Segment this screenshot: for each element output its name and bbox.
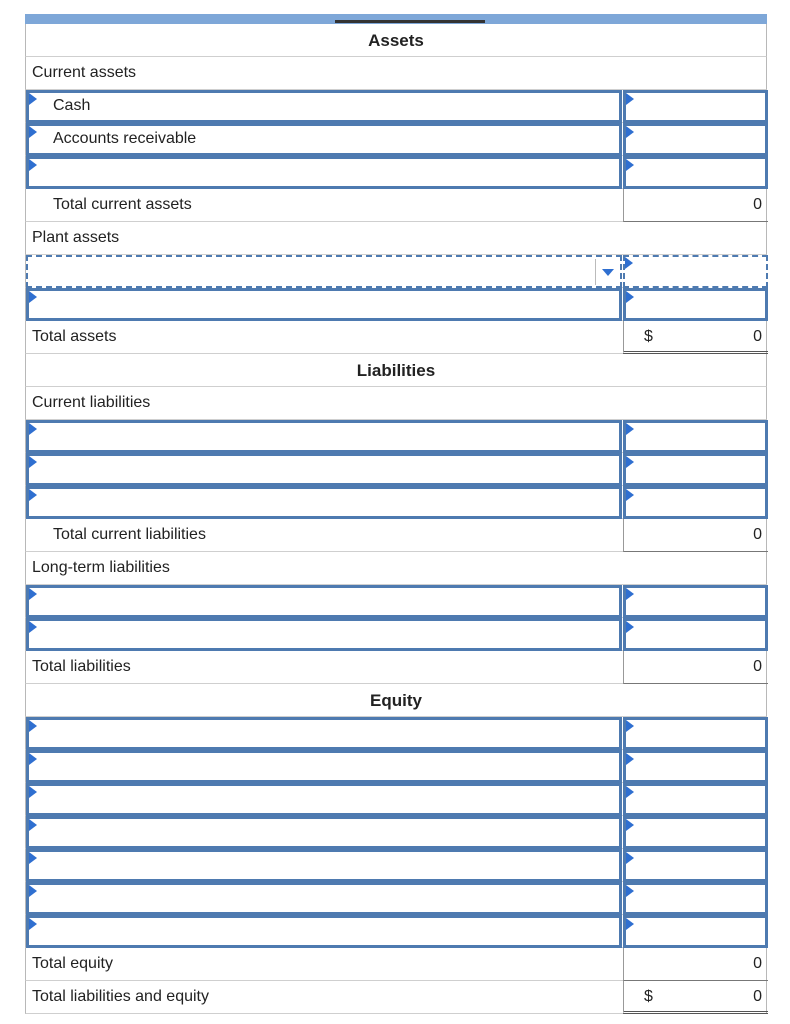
marker-icon [626,852,634,864]
marker-icon [29,885,37,897]
marker-icon [29,93,37,105]
current-liability-amount-input-3[interactable] [623,486,768,519]
row-long-term-liability-2 [25,618,767,651]
row-equity-4 [25,816,767,849]
total-liabilities-cell [623,651,768,684]
balance-sheet [25,14,767,1014]
section-equity: Equity [25,684,767,717]
current-assets-heading [25,57,767,90]
header-bar [25,14,767,24]
row-long-term-liability-1 [25,585,767,618]
section-liabilities: Liabilities [25,354,767,387]
long-term-liability-amount-input-1[interactable] [623,585,768,618]
marker-icon [626,885,634,897]
marker-icon [626,753,634,765]
current-liabilities-label: Current liabilities [32,394,151,411]
row-current-liability-2 [25,453,767,486]
long-term-liability-amount-input-2[interactable] [623,618,768,651]
equity-account-input-2[interactable] [26,750,622,783]
equity-account-input-6[interactable] [26,882,622,915]
marker-icon [29,819,37,831]
marker-icon [29,489,37,501]
equity-account-input-1[interactable] [26,717,622,750]
row-total-equity [25,948,767,981]
row-total-current-liabilities [25,519,767,552]
plant-assets-heading [25,222,767,255]
long-term-liability-account-input-1[interactable] [26,585,622,618]
row-total-current-assets [25,189,767,222]
currency-symbol: $ [644,328,653,345]
marker-icon [626,423,634,435]
row-plant-asset-1 [25,255,767,288]
long-term-liabilities-heading [25,552,767,585]
marker-icon [29,423,37,435]
total-current-assets-value: 0 [753,196,762,213]
total-liabilities-and-equity-cell [623,981,768,1014]
marker-icon [29,621,37,633]
row-equity-7 [25,915,767,948]
marker-icon [626,621,634,633]
total-liabilities-label: Total liabilities [32,658,131,675]
total-liabilities-value: 0 [753,658,762,675]
marker-icon [626,819,634,831]
equity-account-input-4[interactable] [26,816,622,849]
row-equity-2 [25,750,767,783]
long-term-liabilities-label: Long-term liabilities [32,559,170,576]
current-liabilities-heading [25,387,767,420]
total-equity-label: Total equity [32,955,113,972]
equity-amount-input-1[interactable] [623,717,768,750]
total-equity-cell [623,948,768,981]
section-assets: Assets [25,24,767,57]
plant-asset-account-input-2[interactable] [26,288,622,321]
current-liability-account-input-2[interactable] [26,453,622,486]
equity-amount-input-4[interactable] [623,816,768,849]
marker-icon [626,126,634,138]
total-liabilities-and-equity-label: Total liabilities and equity [32,988,209,1005]
marker-icon [29,753,37,765]
row-equity-1 [25,717,767,750]
marker-icon [626,588,634,600]
marker-icon [626,489,634,501]
accounts-receivable-label: Accounts receivable [53,130,197,147]
marker-icon [626,786,634,798]
marker-icon [29,588,37,600]
long-term-liability-account-input-2[interactable] [26,618,622,651]
current-asset-account-input[interactable] [26,156,622,189]
equity-account-input-7[interactable] [26,915,622,948]
row-plant-asset-2 [25,288,767,321]
marker-icon [626,159,634,171]
chevron-down-icon[interactable] [595,259,618,285]
marker-icon [29,159,37,171]
total-liabilities-and-equity-value: 0 [753,988,762,1005]
row-current-liability-3 [25,486,767,519]
total-current-liabilities-value: 0 [753,526,762,543]
equity-amount-input-6[interactable] [623,882,768,915]
row-equity-6 [25,882,767,915]
marker-icon [626,456,634,468]
current-asset-amount-input[interactable] [623,156,768,189]
total-assets-value: 0 [753,328,762,345]
marker-icon [29,786,37,798]
row-current-liability-1 [25,420,767,453]
cash-label: Cash [53,97,91,114]
total-assets-label: Total assets [32,328,117,345]
plant-assets-label: Plant assets [32,229,120,246]
marker-icon [29,852,37,864]
marker-icon [626,918,634,930]
equity-account-input-3[interactable] [26,783,622,816]
total-current-assets-cell [623,189,768,222]
marker-icon [626,720,634,732]
plant-asset-account-select[interactable] [26,255,622,288]
row-total-liabilities [25,651,767,684]
row-total-assets [25,321,767,354]
marker-icon [626,291,634,303]
equity-amount-input-2[interactable] [623,750,768,783]
total-assets-cell [623,321,768,354]
current-liability-account-input-1[interactable] [26,420,622,453]
plant-asset-amount-input-2[interactable] [623,288,768,321]
marker-icon [626,93,634,105]
marker-icon [29,291,37,303]
equity-amount-input-3[interactable] [623,783,768,816]
equity-amount-input-5[interactable] [623,849,768,882]
total-current-assets-label: Total current assets [53,196,192,213]
total-equity-value: 0 [753,955,762,972]
current-assets-label: Current assets [32,64,137,81]
cash-account-field[interactable] [26,90,622,123]
total-current-liabilities-cell [623,519,768,552]
plant-asset-amount-input-1[interactable] [623,255,768,288]
total-current-liabilities-label: Total current liabilities [53,526,206,543]
marker-icon [625,257,633,269]
row-total-liabilities-and-equity [25,981,767,1014]
equity-account-input-5[interactable] [26,849,622,882]
currency-symbol: $ [644,988,653,1005]
row-equity-5 [25,849,767,882]
equity-amount-input-7[interactable] [623,915,768,948]
marker-icon [29,720,37,732]
marker-icon [29,126,37,138]
cash-amount-input[interactable] [623,90,768,123]
row-current-asset-blank [25,156,767,189]
marker-icon [29,456,37,468]
current-liability-amount-input-2[interactable] [623,453,768,486]
row-accounts-receivable [25,123,767,156]
row-equity-3 [25,783,767,816]
row-cash [25,90,767,123]
ar-amount-input[interactable] [623,123,768,156]
current-liability-amount-input-1[interactable] [623,420,768,453]
marker-icon [29,918,37,930]
current-liability-account-input-3[interactable] [26,486,622,519]
